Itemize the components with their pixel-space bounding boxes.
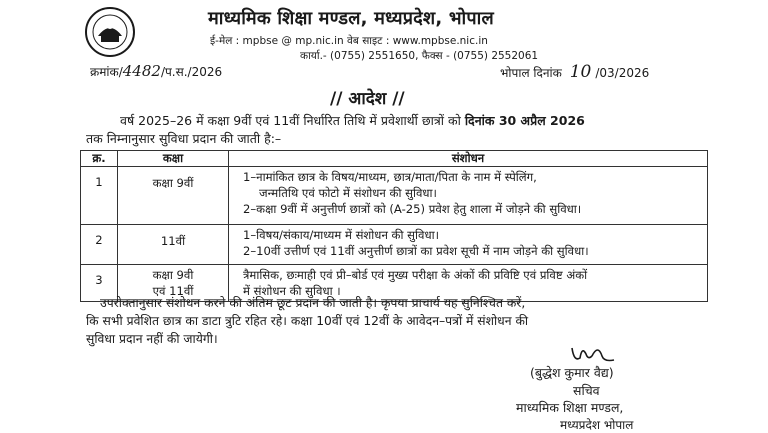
order-heading: // आदेश // <box>330 89 405 109</box>
signatory-designation: सचिव <box>573 383 600 398</box>
row-amendments <box>229 167 708 225</box>
amendment-line: जन्मतिथि एवं फोटो में संशोधन की सुविधा। <box>259 186 437 200</box>
ref-number-handwritten: 4482 <box>122 62 161 80</box>
table-header-row <box>81 151 708 167</box>
header-amendment: संशोधन <box>229 151 708 167</box>
issue-date <box>500 62 649 82</box>
contact-email-website: ई-मेल : mpbse @ mp.nic.in वेब साइट : www.mpbse.nic.in <box>210 35 488 47</box>
date-label: भोपाल दिनांक <box>500 66 562 80</box>
header-serial: क्र. <box>81 151 118 167</box>
closing-line1: उपरोक्तानुसार संशोधन करने की अंतिम छूट प्रदान की जाती है। कृपया प्राचार्य यह सुनिश्चित करें, <box>100 296 526 310</box>
intro-line2: तक निम्नानुसार सुविधा प्रदान की जाती है:– <box>86 131 282 146</box>
date-suffix: /03/2026 <box>595 66 650 80</box>
row-serial: 1 <box>81 167 118 225</box>
amendment-table <box>80 150 708 302</box>
row-serial: 3 <box>81 265 118 302</box>
reference-number <box>90 62 222 80</box>
closing-line3: सुविधा प्रदान नहीं की जायेगी। <box>86 332 218 346</box>
row-class: 11वीं <box>118 225 229 265</box>
date-day-handwritten: 10 <box>569 62 592 82</box>
intro-text: वर्ष 2025–26 में कक्षा 9वीं एवं 11वीं निर्धारित तिथि में प्रवेशार्थी छात्रों को <box>120 113 465 128</box>
signatory-org: माध्यमिक शिक्षा मण्डल, <box>516 400 624 415</box>
row-class-line: एवं 11वीं <box>152 284 194 298</box>
contact-phone-fax: कार्या.- (0755) 2551650, फैक्स - (0755) 2552061 <box>300 50 539 62</box>
intro-deadline: दिनांक 30 अप्रैल 2026 <box>464 113 585 128</box>
table-row <box>81 225 708 265</box>
table-row <box>81 167 708 225</box>
ref-suffix: /प.स./2026 <box>160 65 223 79</box>
signatory-org-location: मध्यप्रदेश भोपाल <box>560 418 634 432</box>
handwritten-signature <box>568 340 618 366</box>
amendment-line: 2–10वीं उत्तीर्ण एवं 11वीं अनुत्तीर्ण छात्रों का प्रवेश सूची में नाम जोड़ने की सुविधा। <box>243 244 589 258</box>
closing-line2: कि सभी प्रवेशित छात्र का डाटा त्रुटि रहित रहे। कक्षा 10वीं एवं 12वीं के आवेदन–पत्रों में संशोधन की <box>86 314 529 328</box>
amendment-line: त्रैमासिक, छःमाही एवं प्री–बोर्ड एवं मुख्य परीक्षा के अंकों की प्रविष्टि एवं प्रविष्ट अंकों <box>243 268 588 282</box>
header-class: कक्षा <box>118 151 229 167</box>
board-seal-logo <box>84 6 136 58</box>
row-serial: 2 <box>81 225 118 265</box>
row-class: कक्षा 9वीं <box>118 167 229 225</box>
amendment-line: में संशोधन की सुविधा । <box>243 284 341 298</box>
signatory-name: (बुद्धेश कुमार वैद्य) <box>530 365 614 380</box>
amendment-line: 1–विषय/संकाय/माध्यम में संशोधन की सुविधा। <box>243 228 439 242</box>
row-amendments <box>229 225 708 265</box>
amendment-line: 2–कक्षा 9वीं में अनुत्तीर्ण छात्रों को (A-25) प्रवेश हेतु शाला में जोड़ने की सुविधा। <box>243 202 582 216</box>
row-class-line: कक्षा 9वी <box>152 268 194 282</box>
org-title: माध्यमिक शिक्षा मण्डल, मध्यप्रदेश, भोपाल <box>208 8 494 29</box>
intro-line1 <box>120 112 585 129</box>
amendment-line: 1–नामांकित छात्र के विषय/माध्यम, छात्र/माता/पिता के नाम में स्पेलिंग, <box>243 170 537 184</box>
ref-label: क्रमांक/ <box>90 65 123 79</box>
